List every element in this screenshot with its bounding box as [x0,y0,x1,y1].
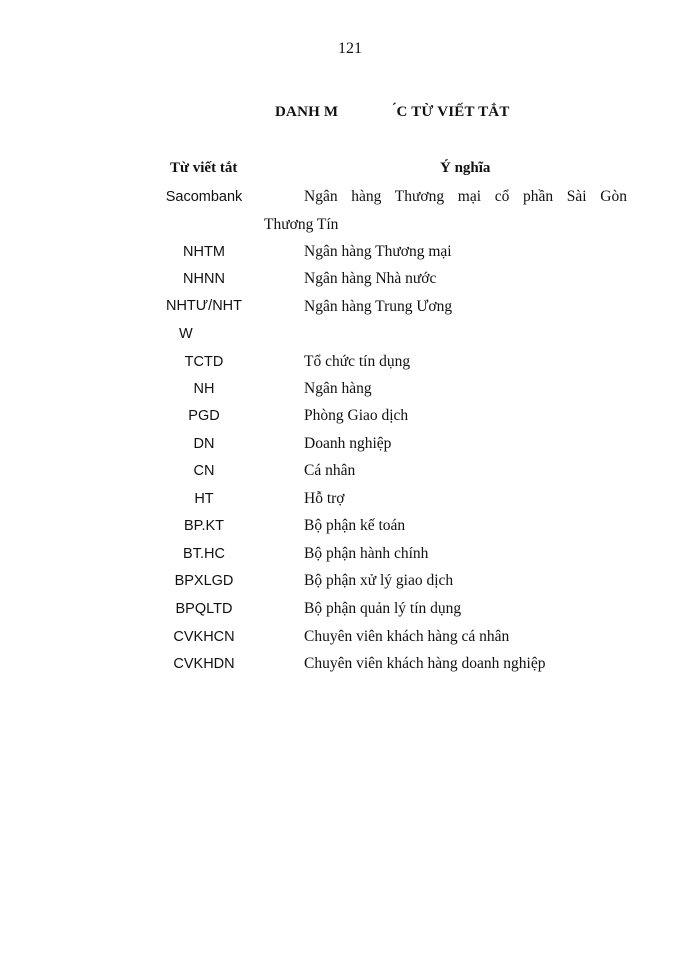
abbreviation-cell: Sacombank [165,189,243,205]
title-part-1: DANH M [275,104,339,120]
abbreviation-continuation: W [179,326,193,342]
meaning-cell: Bộ phận hành chính [304,545,429,562]
meaning-cell: Ngân hàng Thương mại cổ phần Sài Gòn [304,188,627,205]
meaning-cell: Ngân hàng Trung Ương [304,298,453,315]
page-title [275,104,510,121]
meaning-cell: Chuyên viên khách hàng doanh nghiệp [304,655,546,672]
abbreviation-cell: NH [193,381,215,397]
abbreviation-cell: NHNN [183,271,225,287]
meaning-cell: Phòng Giao dịch [304,407,409,424]
abbreviation-cell: NHTM [183,244,225,260]
abbreviation-cell: HT [194,491,214,507]
abbreviation-cell: BPQLTD [175,601,233,617]
meaning-cell: Bộ phận quản lý tín dụng [304,600,462,617]
meaning-cell: Bộ phận xử lý giao dịch [304,572,454,589]
abbreviation-cell: DN [193,436,215,452]
meaning-cell: Bộ phận kế toán [304,517,406,534]
meaning-cell: Ngân hàng Nhà nước [304,270,437,287]
meaning-cell: Tổ chức tín dụng [304,353,411,370]
abbreviation-cell: CN [193,463,215,479]
meaning-cell: Ngân hàng Thương mại [304,243,452,260]
meaning-continuation: Thương Tín [264,216,339,233]
meaning-cell: Doanh nghiệp [304,435,392,452]
column-header-meaning: Ý nghĩa [440,160,491,176]
abbreviation-cell: PGD [188,408,220,424]
abbreviation-cell: CVKHCN [173,629,235,645]
abbreviation-cell: TCTD [184,354,224,370]
meaning-cell: Hỗ trợ [304,490,345,507]
column-header-abbreviation: Từ viết tắt [170,160,238,176]
abbreviation-cell: BP.KT [183,518,225,534]
meaning-cell: Ngân hàng [304,380,372,397]
meaning-cell: Chuyên viên khách hàng cá nhân [304,628,510,645]
title-part-2: ́C TỪ VIẾT TẮT [396,104,510,120]
abbreviation-cell: BPXLGD [174,573,234,589]
abbreviation-cell: CVKHDN [173,656,235,672]
page-number: 121 [338,40,362,57]
meaning-cell: Cá nhân [304,462,356,479]
abbreviation-cell: NHTƯ/NHT [165,298,242,314]
abbreviation-cell: BT.HC [183,546,225,562]
